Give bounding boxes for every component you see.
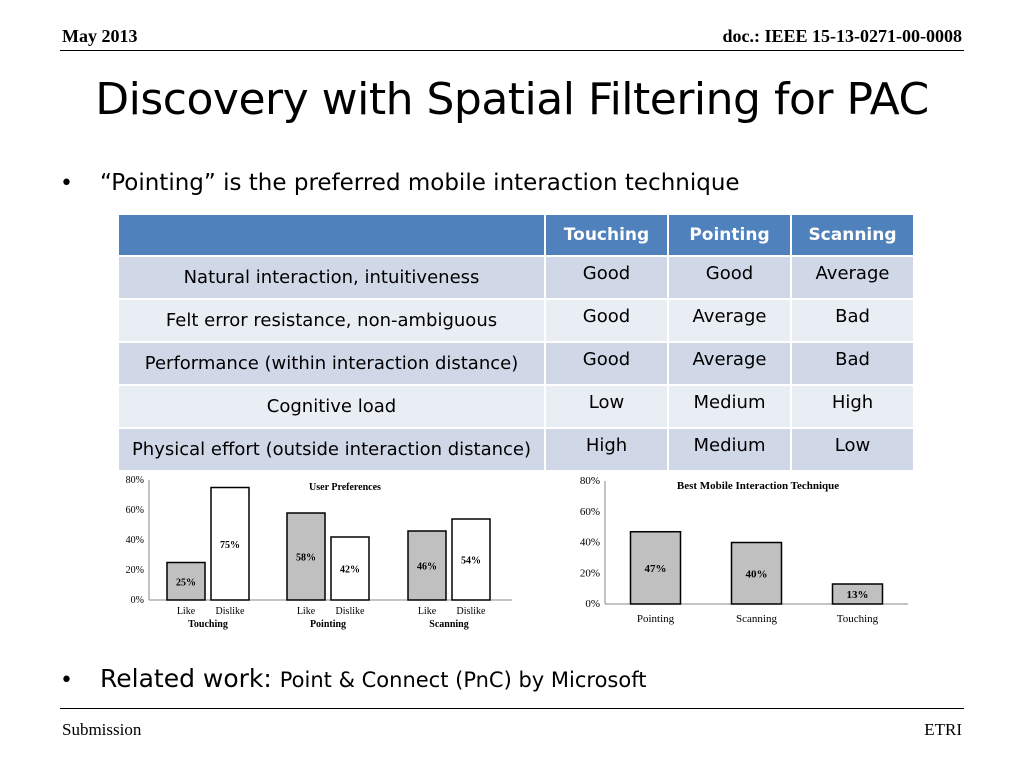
bullet-pointing (60, 170, 740, 196)
table-cell: Average (668, 299, 791, 342)
y-tick-label: 60% (579, 505, 600, 518)
y-tick-label: 40% (125, 535, 144, 546)
table-row (118, 256, 914, 299)
data-label: 25% (176, 577, 196, 589)
table-cell: Good (668, 256, 791, 299)
data-label: 54% (461, 555, 481, 567)
best-technique-chart (570, 470, 915, 636)
table-cell: Low (791, 428, 914, 471)
related-work-lead: Related work: (100, 664, 280, 693)
bullet-text: “Pointing” is the preferred mobile interaction technique (100, 170, 740, 196)
group-label: Touching (188, 619, 228, 630)
table-cell: Low (545, 385, 668, 428)
x-tick-label: Pointing (636, 613, 675, 625)
table-cell: Good (545, 256, 668, 299)
table-cell: Medium (668, 428, 791, 471)
x-tick-label: Dislike (215, 606, 245, 617)
data-label: 13% (846, 589, 869, 602)
y-tick-label: 40% (579, 536, 600, 549)
table-cell: High (791, 385, 914, 428)
table-row (118, 385, 914, 428)
comparison-table (117, 213, 915, 472)
table-header-cell: Touching (545, 214, 668, 256)
group-label: Scanning (429, 619, 469, 630)
table-cell-criterion: Cognitive load (118, 385, 545, 428)
x-tick-label: Dislike (456, 606, 486, 617)
y-tick-label: 0% (130, 595, 144, 606)
x-tick-label: Dislike (335, 606, 365, 617)
data-label: 42% (340, 564, 360, 576)
table-cell: High (545, 428, 668, 471)
y-tick-label: 20% (579, 567, 600, 580)
x-tick-label: Scanning (736, 613, 777, 625)
y-tick-label: 80% (579, 475, 600, 487)
table-cell-criterion: Natural interaction, intuitiveness (118, 256, 545, 299)
x-tick-label: Touching (836, 613, 879, 625)
footer-org: ETRI (924, 720, 962, 739)
bullet-dot: • (60, 668, 73, 693)
y-tick-label: 0% (585, 598, 600, 610)
table-header-cell: Pointing (668, 214, 791, 256)
user-preferences-chart (115, 468, 515, 636)
header-date: May 2013 (62, 26, 138, 46)
data-label: 58% (296, 552, 316, 564)
table-cell: Average (668, 342, 791, 385)
x-tick-label: Like (417, 606, 437, 617)
table-header-cell (118, 214, 545, 256)
table-cell: Good (545, 342, 668, 385)
table-header-cell: Scanning (791, 214, 914, 256)
table-header-row (118, 214, 914, 256)
table-cell-criterion: Physical effort (outside interaction distance) (118, 428, 545, 471)
header-doc-id: doc.: IEEE 15-13-0271-00-0008 (722, 26, 962, 46)
table-cell: Bad (791, 299, 914, 342)
table-row (118, 428, 914, 471)
table-cell-criterion: Felt error resistance, non-ambiguous (118, 299, 545, 342)
table-cell: Bad (791, 342, 914, 385)
y-tick-label: 20% (125, 565, 144, 576)
chart-title: User Preferences (309, 482, 381, 493)
related-work-text: Point & Connect (PnC) by Microsoft (279, 668, 647, 692)
data-label: 40% (745, 568, 768, 581)
x-tick-label: Like (176, 606, 196, 617)
footer-submission: Submission (62, 720, 142, 739)
y-tick-label: 60% (125, 505, 144, 516)
table-cell: Medium (668, 385, 791, 428)
y-tick-label: 80% (125, 475, 144, 486)
data-label: 75% (220, 539, 240, 551)
data-label: 47% (644, 562, 667, 575)
slide-title: Discovery with Spatial Filtering for PAC (95, 74, 929, 125)
table-row (118, 299, 914, 342)
header-rule (60, 50, 964, 51)
table-cell: Good (545, 299, 668, 342)
bullet-dot: • (60, 171, 73, 196)
footer-rule (60, 708, 964, 709)
table-row (118, 342, 914, 385)
x-tick-label: Like (296, 606, 316, 617)
table-cell-criterion: Performance (within interaction distance) (118, 342, 545, 385)
data-label: 46% (417, 561, 437, 573)
chart-title: Best Mobile Interaction Technique (676, 480, 840, 492)
group-label: Pointing (309, 619, 347, 630)
bullet-related-work (60, 664, 646, 693)
table-cell: Average (791, 256, 914, 299)
